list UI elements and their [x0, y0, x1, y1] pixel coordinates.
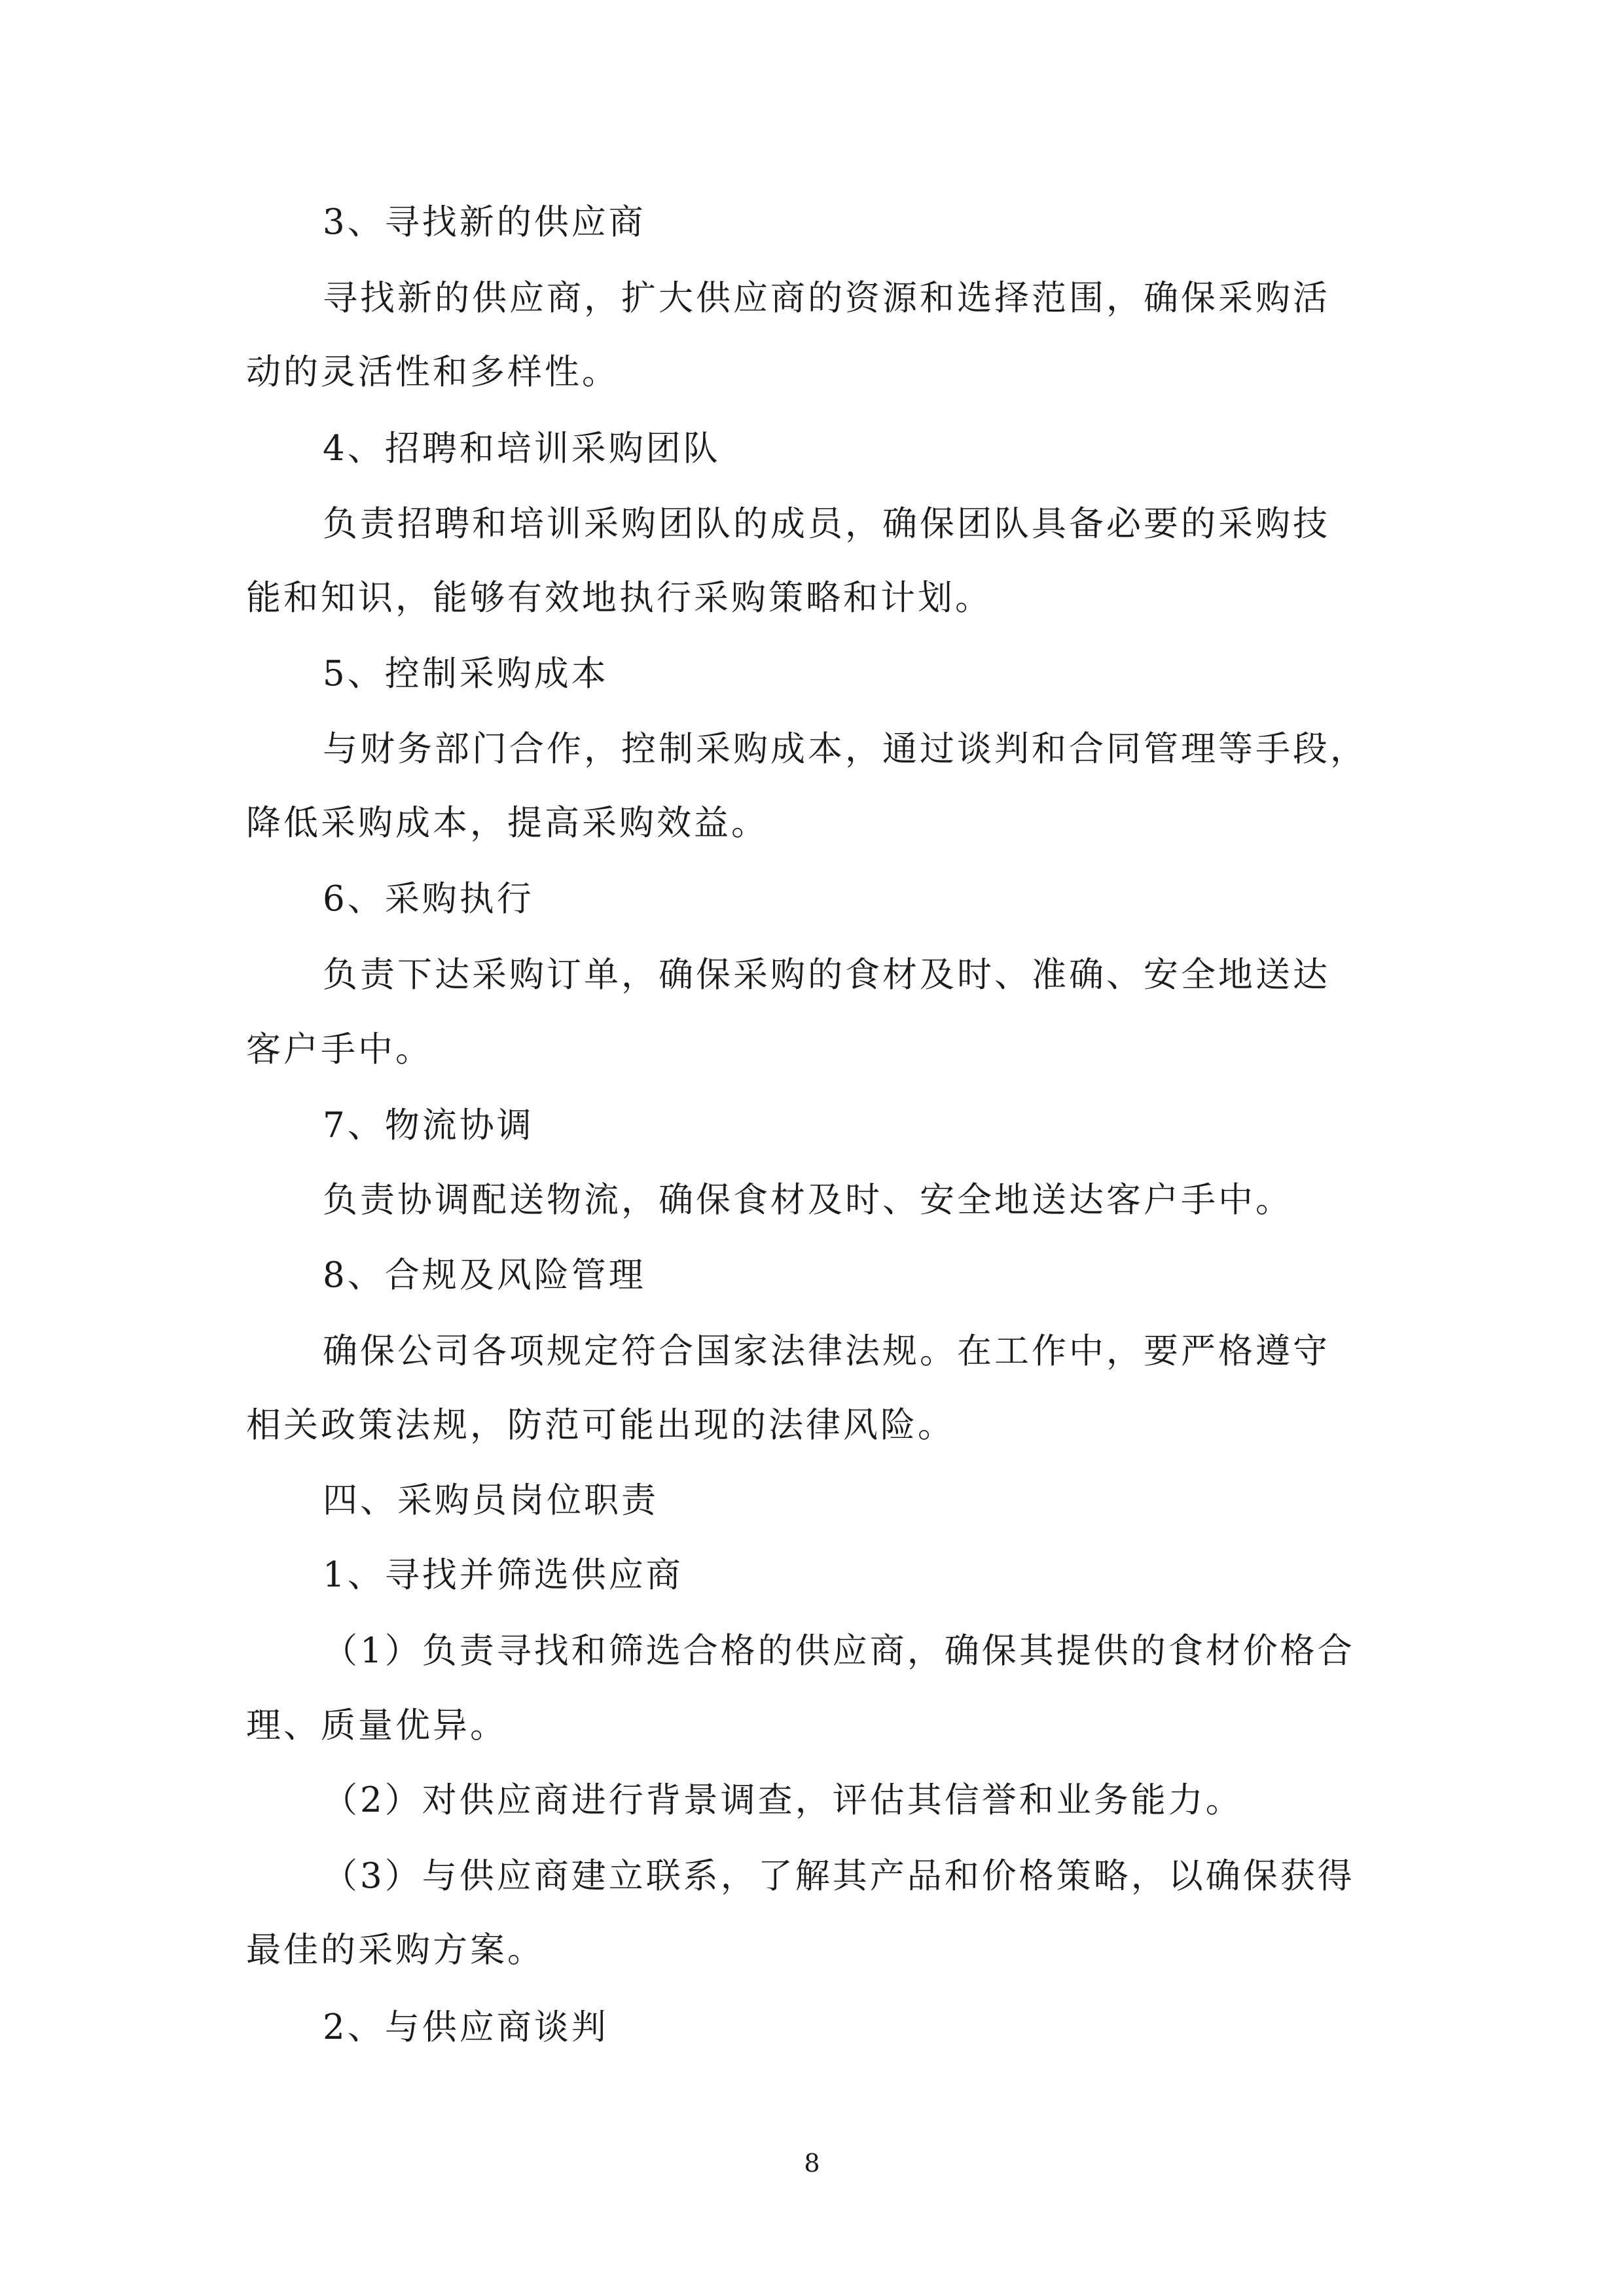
paragraph-line: 降低采购成本，提高采购效益。: [246, 803, 768, 843]
paragraph-line: 相关政策法规，防范可能出现的法律风险。: [246, 1405, 955, 1445]
chapter-heading-buyer-duties: 四、采购员岗位职责: [323, 1480, 659, 1520]
paragraph-line: 动的灵活性和多样性。: [246, 352, 619, 392]
paragraph-line: （1）负责寻找和筛选合格的供应商，确保其提供的食材价格合: [323, 1631, 1355, 1671]
paragraph-line: （3）与供应商建立联系，了解其产品和价格策略，以确保获得: [323, 1856, 1355, 1896]
section-heading-find-new-suppliers: 3、寻找新的供应商: [323, 202, 646, 242]
paragraph-line: 负责协调配送物流，确保食材及时、安全地送达客户手中。: [323, 1180, 1293, 1220]
paragraph-line: 最佳的采购方案。: [246, 1930, 545, 1970]
section-heading-logistics: 7、物流协调: [323, 1105, 534, 1145]
section-heading-control-costs: 5、控制采购成本: [323, 654, 609, 694]
paragraph-line: （2）对供应商进行背景调查，评估其信誉和业务能力。: [323, 1780, 1243, 1820]
paragraph-line: 客户手中。: [246, 1030, 433, 1069]
paragraph-line: 负责招聘和培训采购团队的成员，确保团队具备必要的采购技: [323, 504, 1330, 544]
paragraph-line: 寻找新的供应商，扩大供应商的资源和选择范围，确保采购活: [323, 278, 1330, 318]
section-heading-negotiate-suppliers: 2、与供应商谈判: [323, 2007, 609, 2047]
paragraph-line: 负责下达采购订单，确保采购的食材及时、准确、安全地送达: [323, 955, 1330, 995]
section-heading-procurement-execution: 6、采购执行: [323, 879, 534, 919]
paragraph-line: 确保公司各项规定符合国家法律法规。在工作中，要严格遵守: [323, 1331, 1330, 1371]
section-heading-find-screen-suppliers: 1、寻找并筛选供应商: [323, 1555, 683, 1595]
section-heading-compliance-risk: 8、合规及风险管理: [323, 1255, 646, 1295]
section-heading-recruit-train-team: 4、招聘和培训采购团队: [323, 429, 721, 469]
paragraph-line: 理、质量优异。: [246, 1706, 507, 1746]
paragraph-line: 与财务部门合作，控制采购成本，通过谈判和合同管理等手段，: [323, 729, 1367, 769]
page-number: 8: [804, 2149, 820, 2178]
paragraph-line: 能和知识，能够有效地执行采购策略和计划。: [246, 578, 992, 618]
